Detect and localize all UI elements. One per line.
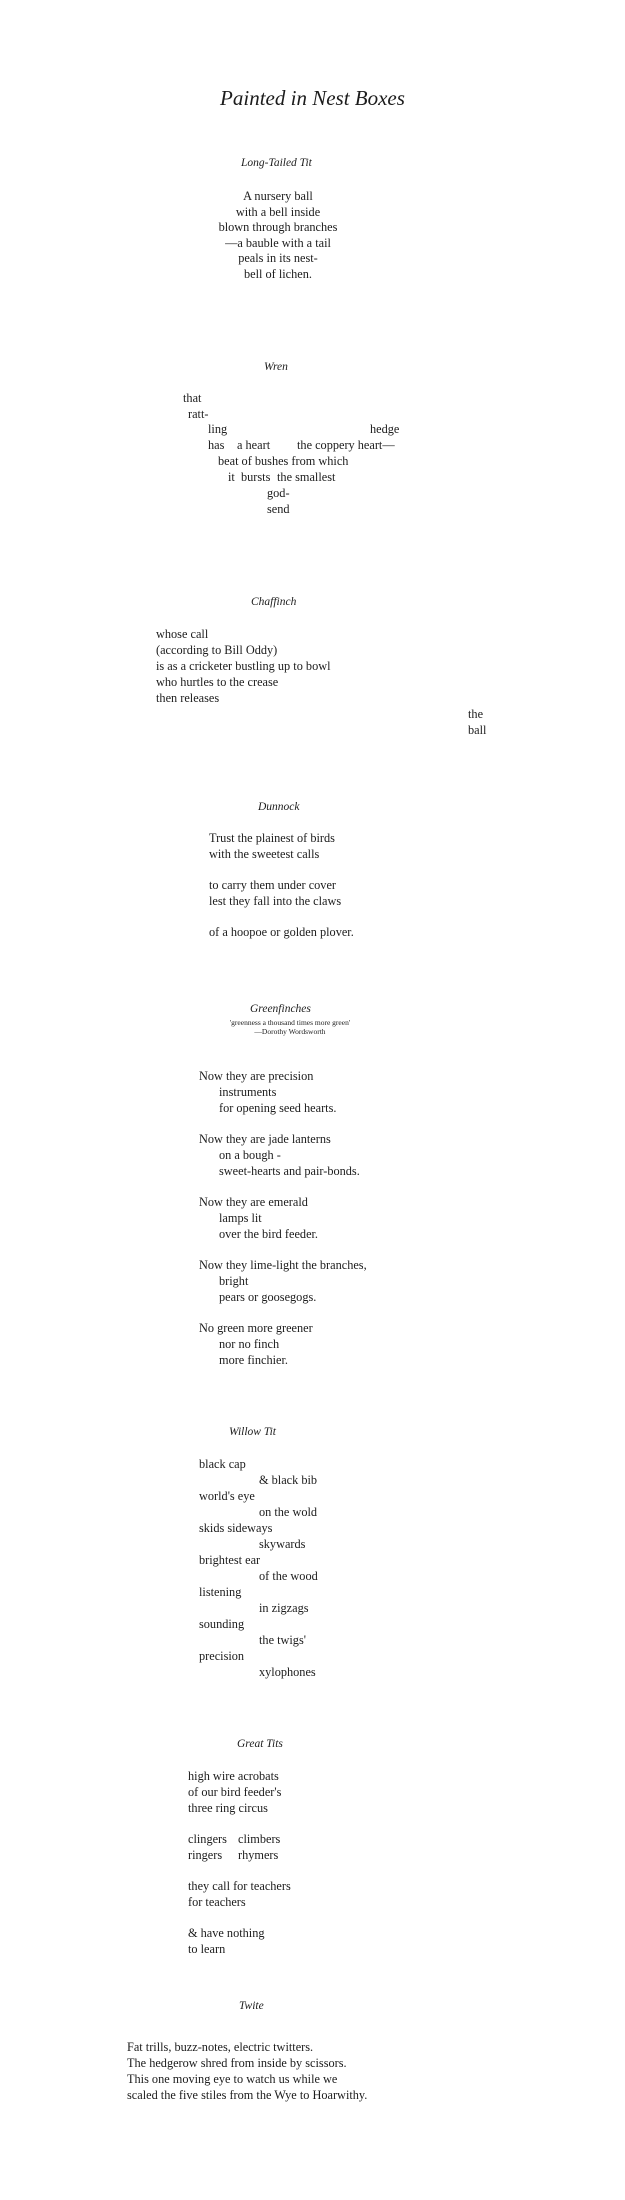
poem-line: is as a cricketer bustling up to bowl xyxy=(156,659,331,673)
poem-line: three ring circus xyxy=(188,1801,268,1815)
poem-line: has xyxy=(208,438,225,452)
poem-line: lamps lit xyxy=(219,1211,262,1225)
poem-line: the smallest xyxy=(277,470,336,484)
poem-line: with the sweetest calls xyxy=(209,847,320,861)
poem-line: sweet-hearts and pair-bonds. xyxy=(219,1164,360,1178)
poem-line: they call for teachers xyxy=(188,1879,291,1893)
page-title: Painted in Nest Boxes xyxy=(220,86,405,110)
poem-line: high wire acrobats xyxy=(188,1769,279,1783)
poem-line: for opening seed hearts. xyxy=(219,1101,337,1115)
poem-line: bell of lichen. xyxy=(244,266,312,281)
poem-line: & black bib xyxy=(259,1473,318,1487)
poem-line: more finchier. xyxy=(219,1353,288,1367)
poem-line: bursts xyxy=(241,470,271,484)
poem-line: god- xyxy=(267,486,290,500)
poem-line: ball xyxy=(468,723,487,737)
poem-line: skids sideways xyxy=(199,1521,273,1535)
poem-line: world's eye xyxy=(199,1489,255,1503)
poem-line: ratt- xyxy=(188,407,209,421)
poem-title-willow-tit: Willow Tit xyxy=(229,1426,276,1438)
poem-line: nor no finch xyxy=(219,1337,280,1351)
poem-title-long-tailed-tit: Long-Tailed Tit xyxy=(241,157,312,169)
poem-line: No green more greener xyxy=(199,1321,313,1335)
poem-line: scaled the five stiles from the Wye to Hoarwithy. xyxy=(127,2088,368,2102)
poem-line: black cap xyxy=(199,1457,246,1471)
poem-title-chaffinch: Chaffinch xyxy=(251,596,297,608)
poem-title-greenfinches: Greenfinches xyxy=(250,1003,311,1015)
poem-title-twite: Twite xyxy=(239,2000,264,2012)
poem-line: ringers xyxy=(188,1848,223,1862)
poem-line: sounding xyxy=(199,1617,245,1631)
poem-line: blown through branches xyxy=(218,220,338,234)
poem-line: Fat trills, buzz-notes, electric twitters. xyxy=(127,2040,314,2054)
poem-line: This one moving eye to watch us while we xyxy=(127,2072,338,2086)
poem-line: in zigzags xyxy=(259,1601,309,1615)
poem-line: listening xyxy=(199,1585,242,1599)
epigraph: 'greenness a thousand times more green' xyxy=(229,1018,351,1027)
poem-line: the twigs' xyxy=(259,1633,306,1647)
poem-line: —a bauble with a tail xyxy=(225,235,331,250)
poem-line: beat of bushes from which xyxy=(218,454,349,468)
poem-line: (according to Bill Oddy) xyxy=(156,643,278,657)
poem-line: brightest ear xyxy=(199,1553,261,1567)
poem-line: lest they fall into the claws xyxy=(209,894,342,908)
poem-line: bright xyxy=(219,1274,249,1288)
poem-line: peals in its nest- xyxy=(238,251,318,265)
poem-line: Trust the plainest of birds xyxy=(209,831,335,845)
poem-line: for teachers xyxy=(188,1895,246,1909)
poem-line: Now they lime-light the branches, xyxy=(199,1258,367,1272)
poem-line: the xyxy=(468,707,484,721)
poem-line: on the wold xyxy=(259,1505,318,1519)
poem-line: that xyxy=(183,391,202,405)
poem-title-great-tits: Great Tits xyxy=(237,1738,283,1750)
poem-line: with a bell inside xyxy=(235,204,321,219)
poem-line: Now they are precision xyxy=(199,1069,314,1083)
poem-line: send xyxy=(267,502,290,516)
poem-line: the coppery heart— xyxy=(297,438,395,452)
poem-line: to carry them under cover xyxy=(209,878,337,892)
poem-title-dunnock: Dunnock xyxy=(258,801,300,813)
poem-line: A nursery ball xyxy=(243,189,313,203)
poem-title-wren: Wren xyxy=(264,361,288,373)
poem-line: instruments xyxy=(219,1085,277,1099)
poem-line: clingers xyxy=(188,1832,227,1846)
poem-line: then releases xyxy=(156,691,220,705)
poem-line: on a bough - xyxy=(219,1148,281,1162)
poem-line: over the bird feeder. xyxy=(219,1227,319,1241)
epigraph-attribution: —Dorothy Wordsworth xyxy=(254,1027,326,1036)
poem-line: of a hoopoe or golden plover. xyxy=(209,925,354,939)
poem-line: of our bird feeder's xyxy=(188,1785,282,1799)
poem-line: a heart xyxy=(237,438,271,452)
poem-line: whose call xyxy=(156,627,209,641)
poem-line: hedge xyxy=(370,422,400,436)
poem-line: Now they are emerald xyxy=(199,1195,308,1209)
poem-line: xylophones xyxy=(259,1665,316,1679)
poem-long-tailed-tit xyxy=(0,189,556,282)
poem-line: who hurtles to the crease xyxy=(156,675,279,689)
poem-line: & have nothing xyxy=(188,1926,265,1940)
poem-line: Now they are jade lanterns xyxy=(199,1132,331,1146)
poem-line: The hedgerow shred from inside by scissors. xyxy=(127,2056,347,2070)
poem-line: to learn xyxy=(188,1942,226,1956)
poem-line: skywards xyxy=(259,1537,306,1551)
poem-line: precision xyxy=(199,1649,245,1663)
poem-line: of the wood xyxy=(259,1569,318,1583)
poem-line: rhymers xyxy=(238,1848,279,1862)
poem-line: ling xyxy=(208,422,228,436)
poem-line: climbers xyxy=(238,1832,281,1846)
poem-line: it xyxy=(228,470,235,484)
poem-line: pears or goosegogs. xyxy=(219,1290,317,1304)
